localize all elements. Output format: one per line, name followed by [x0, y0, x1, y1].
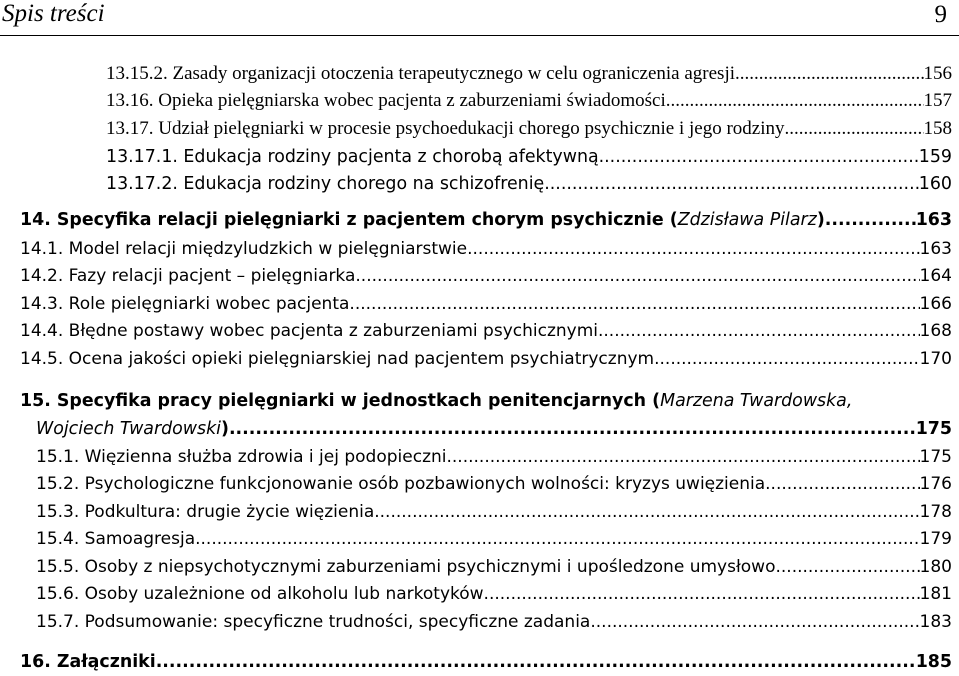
toc-leader-dots: [785, 117, 924, 141]
toc-entry[interactable]: [36, 555, 952, 579]
toc-entry-page: 163: [915, 210, 952, 230]
toc-entry-title: 15.6. Osoby uzależnione od alkoholu lub narkotyków: [36, 584, 484, 604]
toc-entry[interactable]: [20, 292, 952, 316]
toc-entry[interactable]: [36, 472, 952, 496]
toc-entry-title: 13.15.2. Zasady organizacji otoczenia terapeutycznego w celu ograniczenia agresji: [106, 63, 736, 84]
toc-entry-page: 170: [919, 349, 952, 369]
toc-entry-page: 178: [919, 502, 952, 522]
toc-entry-page: 163: [919, 239, 952, 259]
toc-leader-dots: [156, 650, 916, 674]
toc-chapter-entry[interactable]: [20, 389, 952, 413]
toc-leader-dots: [775, 555, 919, 579]
toc-leader-dots: [349, 292, 919, 316]
toc-leader-dots: [666, 89, 924, 113]
page-number: 9: [934, 1, 947, 28]
toc-entry-page: 164: [919, 266, 952, 286]
toc-entry[interactable]: [36, 527, 952, 551]
toc-leader-dots: [599, 145, 919, 169]
toc-leader-dots: [765, 472, 919, 496]
toc-entry-title: 14.4. Błędne postawy wobec pacjenta z zaburzeniami psychicznymi: [20, 321, 598, 341]
toc-entry[interactable]: [36, 610, 952, 634]
toc-entry[interactable]: [106, 172, 952, 196]
toc-entry[interactable]: [20, 347, 952, 371]
toc-entry-page: 159: [918, 147, 952, 167]
toc-entry-author: Wojciech Twardowski: [36, 419, 221, 439]
toc-leader-dots: [654, 347, 919, 371]
toc-leader-dots: [195, 527, 919, 551]
toc-leader-dots: [229, 417, 916, 441]
toc-entry-title: 14.5. Ocena jakości opieki pielęgniarskiej nad pacjentem psychiatrycznym: [20, 349, 655, 369]
toc-entry-page: 160: [918, 174, 952, 194]
toc-leader-dots: [544, 172, 919, 196]
toc-entry-title: 15.5. Osoby z niepsychotycznymi zaburzeniami psychicznymi i upośledzone umysłowo: [36, 557, 776, 577]
toc-entry-page: 168: [919, 321, 952, 341]
toc-leader-dots: [467, 237, 919, 261]
toc-entry-title: 13.17. Udział pielęgniarki w procesie psychoedukacji chorego psychicznie i jego rodziny: [106, 118, 785, 139]
toc-entry-title: Wojciech Twardowski): [36, 419, 229, 439]
toc-entry-title: 16. Załączniki: [20, 652, 156, 672]
toc-leader-dots: [355, 264, 919, 288]
toc-entry-page: 180: [919, 557, 952, 577]
toc-chapter-entry[interactable]: [20, 208, 952, 232]
toc-entry-title: 14.2. Fazy relacji pacjent – pielęgniarka: [20, 266, 356, 286]
toc-entry-title: 14. Specyfika relacji pielęgniarki z pacjentem chorym psychicznie (Zdzisława Pilarz): [20, 210, 825, 230]
toc-leader-dots: [598, 319, 920, 343]
toc-entry-author: Zdzisława Pilarz: [677, 210, 817, 230]
toc-entry[interactable]: [106, 62, 952, 86]
toc-entry-page: 183: [919, 612, 952, 632]
toc-entry-page: 158: [923, 118, 952, 139]
toc-entry-page: 185: [915, 652, 952, 672]
toc-entry[interactable]: [36, 582, 952, 606]
toc-entry-title: 15.1. Więzienna służba zdrowia i jej podopieczni: [36, 447, 447, 467]
toc-entry[interactable]: [20, 319, 952, 343]
toc-entry-title: 15.4. Samoagresja: [36, 529, 196, 549]
toc-entry-page: 179: [919, 529, 952, 549]
toc-chapter-entry[interactable]: [20, 650, 952, 674]
toc-entry-title: 13.17.1. Edukacja rodziny pacjenta z chorobą afektywną: [106, 147, 599, 167]
toc-entry-title: 15.2. Psychologiczne funkcjonowanie osób pozbawionych wolności: kryzys uwięzienia: [36, 474, 766, 494]
toc-leader-dots: [484, 582, 920, 606]
toc-entry-page: 166: [919, 294, 952, 314]
toc-entry-title: 15. Specyfika pracy pielęgniarki w jednostkach penitencjarnych (Marzena Twardowska,: [20, 391, 853, 411]
toc-chapter-entry-continuation[interactable]: [36, 417, 952, 441]
toc-leader-dots: [735, 62, 923, 86]
toc-entry-page: 156: [923, 63, 952, 84]
toc-entry[interactable]: [106, 145, 952, 169]
toc-entry-page: 175: [915, 419, 952, 439]
toc-entry-title: 15.3. Podkultura: drugie życie więzienia: [36, 502, 375, 522]
toc-entry-page: 175: [919, 447, 952, 467]
toc-entry[interactable]: [106, 117, 952, 141]
toc-entry[interactable]: [36, 500, 952, 524]
toc-leader-dots: [825, 208, 916, 232]
toc-entry-title: 15.7. Podsumowanie: specyficzne trudności, specyficzne zadania: [36, 612, 591, 632]
toc-entry[interactable]: [106, 89, 952, 113]
toc-leader-dots: [590, 610, 919, 634]
toc-leader-dots: [374, 500, 919, 524]
toc-entry[interactable]: [20, 237, 952, 261]
toc-entry-title: 13.16. Opieka pielęgniarska wobec pacjenta z zaburzeniami świadomości: [106, 90, 666, 111]
toc-entry-page: 181: [919, 584, 952, 604]
toc-entry-title: 13.17.2. Edukacja rodziny chorego na schizofrenię: [106, 174, 545, 194]
running-header-title: Spis treści: [2, 0, 105, 27]
toc-entry-page: 176: [919, 474, 952, 494]
toc-entry-title: 14.3. Role pielęgniarki wobec pacjenta: [20, 294, 350, 314]
toc-leader-dots: [447, 445, 920, 469]
toc-entry-page: 157: [923, 90, 952, 111]
toc-entry[interactable]: [20, 264, 952, 288]
toc-entry[interactable]: [36, 445, 952, 469]
toc-entry-author: Marzena Twardowska,: [660, 391, 853, 411]
toc-entry-title: 14.1. Model relacji międzyludzkich w pielęgniarstwie: [20, 239, 468, 259]
